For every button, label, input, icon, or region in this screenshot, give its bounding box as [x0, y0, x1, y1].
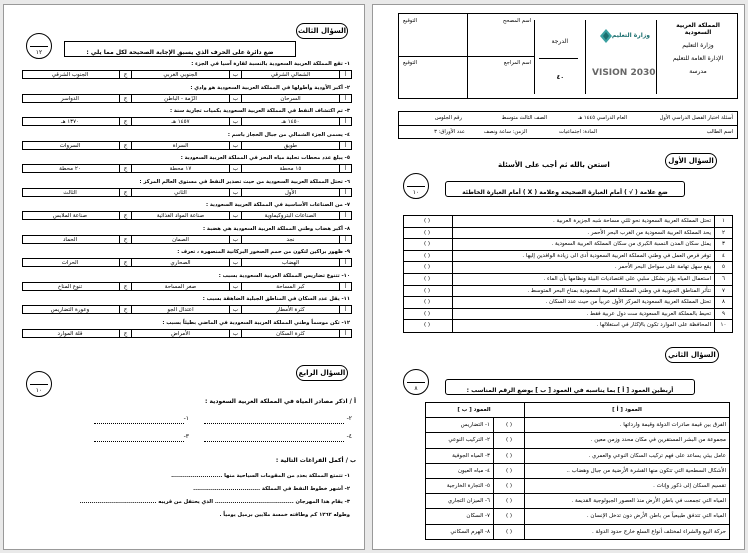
q2-answer-blank[interactable]: ( ) — [505, 528, 513, 535]
q1-table — [403, 215, 733, 333]
grade-total: ٤٠ — [556, 74, 564, 81]
q4-bullet: ٤- — [346, 433, 352, 440]
mcq-option-letter[interactable]: ب — [229, 71, 241, 78]
mcq-option-letter[interactable]: ب — [229, 283, 241, 290]
exam-info-table — [398, 111, 738, 139]
mcq-option-text[interactable]: السرحان — [241, 95, 339, 102]
mcq-option-letter[interactable]: ج — [119, 95, 131, 102]
q3-score: ١٢ — [35, 49, 43, 56]
mcq-option-text[interactable]: تنوع المناخ — [57, 283, 83, 290]
q4-score: ١٠ — [35, 387, 43, 394]
info-cell: المادة: اجتماعيات — [559, 129, 597, 135]
mcq-option-letter[interactable]: ب — [229, 189, 241, 196]
q2-col-a-text: الأشكال السطحية التي تتكون منها القشرة الأرضية من جبال وهضاب .. — [524, 464, 729, 478]
mcq-option-letter[interactable]: ج — [119, 142, 131, 149]
mcq-option-text[interactable]: وعورة التضاريس — [50, 307, 90, 313]
q1-row-number: ٤ — [714, 251, 732, 262]
q1-row — [404, 320, 732, 332]
q2-col-a-text: عامل بيئي يساعد على فهم تركيب السكان النوعي والعمري . — [524, 449, 729, 463]
q1-row — [404, 216, 732, 228]
ministry-logo — [594, 26, 650, 50]
mcq-option-text[interactable]: الحماد — [62, 236, 78, 243]
q2-instruction-box — [445, 379, 695, 395]
q2-col-a-text: حركة البيع والشراء لمختلف أنواع السلع خارج حدود الدولة . — [524, 525, 729, 540]
mcq-options-row — [22, 329, 352, 338]
mcq-option-text[interactable]: الجنوبي الغربي — [131, 71, 229, 78]
mcq-option-text[interactable]: ١٤٥٠ هـ — [241, 118, 339, 125]
mcq-option-text[interactable]: ٢٠ محطة — [59, 166, 81, 172]
q2-col-b-text: ٥- التجارة الخارجية — [424, 479, 494, 493]
exam-page-left — [3, 4, 365, 550]
mcq-option-text[interactable]: صغر المساحة — [131, 283, 229, 290]
col-a-header: العمود [ أ ] — [524, 403, 729, 417]
fill-line: وطوله ١٢٦٢ كم وطاقته خمسة ملايين برميل يومياً . — [219, 512, 350, 518]
q2-answer-blank[interactable]: ( ) — [505, 422, 513, 429]
mcq-option-text[interactable]: الهضاب — [241, 259, 339, 266]
mcq-option-letter[interactable]: أ — [339, 189, 351, 196]
grade-box — [534, 20, 582, 94]
q1-row-number: ٧ — [714, 286, 732, 297]
q1-answer-blank[interactable]: ( ) — [423, 276, 431, 282]
mcq-option-text[interactable]: صناعة الملابس — [52, 213, 88, 219]
mcq-option-text[interactable]: الأول — [241, 189, 339, 196]
q1-row — [404, 239, 732, 251]
q4-part-b: ب / أكمل الفراغات التالية : — [275, 457, 356, 464]
ministry-line: مدرسة — [689, 68, 707, 75]
info-cell: اسم الطالب — [706, 129, 733, 135]
mcq-option-letter[interactable]: أ — [339, 212, 351, 219]
q1-row-number: ٦ — [714, 274, 732, 285]
q1-row-text: تحتل المملكة العربية السعودية نحو ثلثي مساحة شبه الجزيرة العربية . — [452, 216, 714, 227]
info-cell: الزمن: ساعة ونصف — [483, 129, 527, 135]
q1-row — [404, 274, 732, 286]
col-b-header: العمود [ ب ] — [457, 407, 491, 413]
mcq-question: ٩- ظهور براكين لتكون من حمم الصخور البركانية المنصهرة ، تعرف : — [177, 249, 350, 255]
q1-row-text: استعمال المياه يؤثر بشكل سلبي على اقتصاديات البيئة ونظامها بأن الماء . — [452, 274, 714, 285]
mcq-option-text[interactable]: الصناعات البتروكيماوية — [241, 212, 339, 219]
mcq-option-letter[interactable]: ج — [119, 165, 131, 172]
mcq-option-text[interactable]: الأمراض — [131, 330, 229, 337]
q1-row-number: ٩ — [714, 309, 732, 320]
mcq-options-row — [22, 305, 352, 314]
mcq-option-letter[interactable]: أ — [339, 165, 351, 172]
mcq-options-row — [22, 188, 352, 197]
q2-col-b-text: ١- التضاريس — [424, 418, 494, 432]
q2-row — [426, 418, 729, 433]
mcq-option-text[interactable]: الرّمة - الباطن — [131, 95, 229, 102]
q2-col-b-text: ٧- السكان — [424, 509, 494, 523]
q1-row-number: ٨ — [714, 297, 732, 308]
q2-row — [426, 464, 729, 479]
q1-title: السؤال الأول — [665, 153, 717, 169]
mcq-option-letter[interactable]: ب — [229, 306, 241, 313]
q2-table — [425, 402, 730, 540]
q1-answer-blank[interactable]: ( ) — [423, 264, 431, 271]
mcq-option-letter[interactable]: ج — [119, 306, 131, 313]
q2-col-a-text: المياه التي تتدفق طبيعياً من باطن الأرض دون تدخل الإنسان . — [524, 509, 729, 523]
q1-answer-blank[interactable]: ( ) — [423, 322, 431, 329]
q2-title: السؤال الثاني — [665, 347, 719, 363]
q2-instruction: أربطين العمود [ أ ] بما يناسبه في العمود [ ب ] بوضع الرقم المناسب : — [466, 387, 674, 394]
q2-row — [426, 449, 729, 464]
mcq-option-letter[interactable]: ب — [229, 236, 241, 243]
q1-instruction-box — [445, 181, 685, 197]
mcq-option-letter[interactable]: ج — [119, 118, 131, 125]
grade-label: الدرجة — [551, 38, 568, 45]
q3-instruction-box — [64, 41, 296, 57]
q4-bullet: ٢- — [346, 415, 352, 422]
mcq-option-letter[interactable]: أ — [339, 330, 351, 337]
mcq-option-letter[interactable]: ج — [119, 71, 131, 78]
corrector-label: اسم المصحح — [502, 18, 531, 24]
q2-col-a-text: المياه التي تجمعت في باطن الأرض منذ العصور الجيولوجية القديمة . — [524, 494, 729, 508]
mcq-option-letter[interactable]: ب — [229, 165, 241, 172]
q1-row-number: ٢ — [714, 228, 732, 239]
reviewer-label: اسم المراجع — [503, 60, 531, 66]
q1-row — [404, 286, 732, 298]
q1-instruction: ضع علامة ( √ ) أمام العبارة الصحيحة وعلامة ( X ) أمام العبارة الخاطئة — [462, 189, 668, 196]
q3-score-circle — [26, 33, 52, 59]
mcq-option-letter[interactable]: أ — [339, 283, 351, 290]
ministry-line: وزارة التعليم — [682, 42, 714, 49]
mcq-question: ١٢- تكن موسماً وطني المملكة العربية السعودية في الماضي بطيئاً بسبب : — [162, 319, 350, 326]
mcq-options-row — [22, 282, 352, 291]
mcq-option-text[interactable]: نجد — [241, 236, 339, 243]
q2-col-b-text: ٢- التركيب النوعي — [424, 433, 494, 447]
mcq-option-text[interactable]: الصمان — [131, 236, 229, 243]
q1-row-text: يقع سهل تهامة على سواحل البحر الأحمر . — [452, 262, 714, 273]
q2-col-a-text: مجموعة من البشر المستقرين في مكان محدد وزمن معين . — [524, 433, 729, 447]
vision-2030-logo: VISION 2030 — [592, 68, 656, 78]
q1-row-text: يمثل سكان المدن النسبة الكبرى من سكان المملكة العربية السعودية . — [452, 239, 714, 250]
info-cell: الصف الثالث متوسط — [501, 115, 547, 121]
q1-answer-blank[interactable]: ( ) — [423, 287, 431, 294]
logo-area — [585, 20, 657, 94]
mcq-question: ٧- من الصناعات الأساسية في المملكة العربية السعودية : — [205, 202, 350, 208]
q4-bullet: ١- — [183, 415, 189, 422]
q3-instruction: ضع دائرة على الحرف الذي يسبق الإجابة الصحيحة لكل مما يلي : — [86, 49, 274, 56]
mcq-option-text[interactable]: الصحاري — [131, 259, 229, 266]
mcq-option-text[interactable]: السراة — [131, 142, 229, 149]
mcq-options-row — [22, 141, 352, 150]
mcq-question: ٢- أكبر الأودية وأطولها في المملكة العربية السعودية هو وادي : — [190, 84, 350, 91]
signature-label: التوقيع — [403, 60, 418, 66]
mcq-option-text[interactable]: طويق — [241, 142, 339, 149]
mcq-option-letter[interactable]: ج — [119, 189, 131, 196]
mcq-option-text[interactable]: كبر المساحة — [241, 283, 339, 290]
q2-answer-blank[interactable]: ( ) — [505, 483, 513, 489]
q4-part-a: أ / اذكر مصادر المياه في المملكة العربية السعودية : — [204, 398, 356, 405]
exam-page-right — [372, 4, 745, 550]
q1-row-number: ٥ — [714, 262, 732, 273]
mcq-option-letter[interactable]: أ — [339, 118, 351, 125]
q2-answer-blank[interactable]: ( ) — [505, 498, 513, 505]
q1-row-text: يحد المملكة العربية السعودية من الغرب البحر الأحمر . — [452, 228, 714, 239]
mcq-option-letter[interactable]: أ — [339, 142, 351, 149]
q2-col-a-text: الفرق بين قيمة صادرات الدولة وقيمة وارداتها . — [524, 418, 729, 432]
q2-answer-blank[interactable]: ( ) — [505, 513, 513, 520]
mcq-option-letter[interactable]: ج — [119, 330, 131, 337]
q3-title: السؤال الثالث — [296, 23, 348, 39]
mcq-option-letter[interactable]: ب — [229, 142, 241, 149]
q2-col-b-text: ٨- الهرم السكاني — [424, 525, 494, 540]
info-cell: أسئلة اختبار الفصل الدراسي الأول — [659, 115, 733, 121]
mcq-option-text[interactable]: الثالث — [63, 189, 77, 196]
q1-row — [404, 297, 732, 309]
q1-row-text: تحيط بالمملكة العربية السعودية ست دول عربية فقط . — [452, 309, 714, 320]
q2-row — [426, 525, 729, 540]
q2-col-a-text: تقسيم السكان إلى ذكور وإناث . — [524, 479, 729, 493]
mcq-option-letter[interactable]: أ — [339, 236, 351, 243]
q1-row — [404, 309, 732, 321]
mcq-option-letter[interactable]: ب — [229, 212, 241, 219]
mcq-option-text[interactable]: الشمالي الشرقي — [241, 71, 339, 78]
q2-row — [426, 433, 729, 448]
mcq-option-text[interactable]: كثرة السكان — [241, 330, 339, 337]
q2-score: ٨ — [414, 385, 418, 392]
q1-row-text: تتأثر المناطق الجنوبية في وطني المملكة العربية السعودية بمناخ البحر المتوسط . — [452, 286, 714, 297]
mcq-option-text[interactable]: الدواسر — [61, 95, 79, 102]
mcq-question: ٥- يبلغ عدد محطات تحلية مياه البحر في المملكة العربية السعودية : — [180, 155, 350, 161]
mcq-option-letter[interactable]: ج — [119, 212, 131, 219]
mcq-option-letter[interactable]: ب — [229, 330, 241, 337]
mcq-option-letter[interactable]: أ — [339, 306, 351, 313]
q1-answer-blank[interactable]: ( ) — [423, 252, 431, 259]
exam-header — [398, 13, 738, 99]
q2-col-b-text: ٣- المياه الجوفية — [424, 449, 494, 463]
mcq-question: ٨- أكبر هضاب وطني المملكة العربية السعودية هي هضبة : — [203, 225, 350, 232]
q2-answer-blank[interactable]: ( ) — [505, 452, 513, 459]
fill-line: ١- تتمتع المملكة بعدد من المقومات السياحية منها .......................... — [171, 473, 350, 479]
mcq-options-row — [22, 70, 352, 79]
mcq-option-text[interactable]: ١٣٧٠ هـ — [60, 119, 80, 125]
q3-mcq-list — [22, 61, 352, 346]
q1-row-number: ١٠ — [714, 320, 732, 332]
q4-score-circle — [26, 371, 52, 397]
mcq-options-row — [22, 164, 352, 173]
q1-score: ١٠ — [412, 189, 420, 196]
ministry-block — [663, 22, 733, 75]
mcq-option-letter[interactable]: ب — [229, 118, 241, 125]
mcq-option-text[interactable]: ١٧ محطة — [131, 165, 229, 172]
q2-row — [426, 509, 729, 524]
q4-title: السؤال الرابع — [296, 365, 348, 381]
mcq-option-text[interactable]: السروات — [59, 142, 81, 149]
mcq-option-letter[interactable]: أ — [339, 259, 351, 266]
mcq-question: ١١- يقل عدد السكان في المناطق الجبلية الضاهقة بسبب : — [202, 296, 350, 302]
mcq-question: ٤- يسمى الجزء الشمالي من جبال الحجاز باسم : — [227, 131, 350, 138]
logo-text: وزارة التعليم — [611, 32, 650, 39]
mcq-option-text[interactable]: صناعة المواد الغذائية — [131, 212, 229, 219]
ministry-line: الإدارة العامة للتعليم — [672, 55, 724, 62]
mcq-option-text[interactable]: اعتدال الجو — [131, 306, 229, 313]
mcq-options-row — [22, 94, 352, 103]
q1-row-number: ١ — [714, 216, 732, 227]
mcq-option-letter[interactable]: أ — [339, 71, 351, 78]
q1-row — [404, 251, 732, 263]
mcq-option-letter[interactable]: أ — [339, 95, 351, 102]
mcq-option-text[interactable]: كثرة الأمطار — [241, 306, 339, 313]
mcq-option-text[interactable]: الثاني — [131, 189, 229, 196]
info-cell: عدد الأوراق: ٣ — [434, 129, 465, 135]
q2-answer-blank[interactable]: ( ) — [505, 467, 513, 474]
mcq-question: ١- تقع المملكة العربية السعودية بالنسبة لقارة آسيا في الجزء : — [191, 61, 350, 67]
q2-header-row — [426, 403, 729, 418]
q2-answer-blank[interactable]: ( ) — [505, 437, 513, 444]
q1-row — [404, 262, 732, 274]
mcq-options-row — [22, 117, 352, 126]
q1-row-text: المحافظة على الموارد تكون بالإكثار في استغلالها . — [452, 320, 714, 332]
q2-row — [426, 479, 729, 494]
q1-answer-blank[interactable]: ( ) — [423, 310, 431, 317]
general-instruction: استعن بالله ثم أجب على الأسئلة — [498, 161, 610, 169]
mcq-option-text[interactable]: ١٥ محطة — [241, 165, 339, 172]
q1-row-text: تحتل المملكة العربية السعودية المركز الأول عربياً من حيث عدد السكان . — [452, 297, 714, 308]
mcq-option-text[interactable]: ١٤٥٧ هـ — [131, 118, 229, 125]
fill-line: ٢- أشهر خطوط النفط في المملكة .................................. — [193, 486, 350, 492]
signature-label: التوقيع — [403, 18, 418, 24]
mcq-options-row — [22, 235, 352, 244]
info-cell: العام الدراسي ١٤٤٥ هـ — [577, 115, 627, 121]
mcq-option-text[interactable]: الحرات — [61, 260, 79, 266]
mcq-option-letter[interactable]: ج — [119, 236, 131, 243]
q1-answer-blank[interactable]: ( ) — [423, 299, 431, 306]
q2-col-b-text: ٤- مياه العيون — [424, 464, 494, 478]
q1-answer-blank[interactable]: ( ) — [423, 241, 431, 248]
q1-row-number: ٣ — [714, 239, 732, 250]
mcq-option-letter[interactable]: ب — [229, 259, 241, 266]
mcq-option-text[interactable]: قلة الموارد — [57, 330, 83, 337]
q1-score-circle — [403, 173, 429, 199]
fill-line: ٣- يقام هذا المهرجان ........................................ الذي يحتفل من قريبه ....................................... — [79, 499, 350, 505]
ministry-line: المملكة العربية السعودية — [676, 22, 720, 36]
mcq-option-letter[interactable]: ب — [229, 95, 241, 102]
q2-score-circle — [403, 369, 429, 395]
q1-answer-blank[interactable]: ( ) — [423, 229, 431, 236]
q2-col-b-text: ٦- الميزان التجاري — [424, 494, 494, 508]
mcq-question: ١٠- تتنوع تضاريس المملكة العربية السعودية بسبب : — [218, 272, 350, 279]
info-cell: رقم الجلوس — [434, 115, 462, 121]
mcq-question: ٣- تم اكتشاف النفط في المملكة العربية السعودية بكميات تجارية سنة : — [169, 108, 350, 114]
mcq-option-letter[interactable]: ج — [119, 283, 131, 290]
q4-bullet: ٣- — [183, 433, 189, 440]
mcq-options-row — [22, 211, 352, 220]
mcq-option-letter[interactable]: ج — [119, 259, 131, 266]
q2-row — [426, 494, 729, 509]
mcq-question: ٦- تحتل المملكة العربية السعودية من حيث تصدير النفط في مستوى العالم المركز : — [139, 178, 350, 185]
signature-grid — [399, 14, 535, 98]
q1-row — [404, 228, 732, 240]
mcq-option-text[interactable]: الجنوب الشرقي — [51, 72, 89, 78]
q1-answer-blank[interactable]: ( ) — [423, 218, 431, 224]
q1-row-text: توفر فرص العمل في وطني المملكة العربية السعودية أدى الى زيادة الوافدين إليها . — [452, 251, 714, 262]
mcq-options-row — [22, 258, 352, 267]
